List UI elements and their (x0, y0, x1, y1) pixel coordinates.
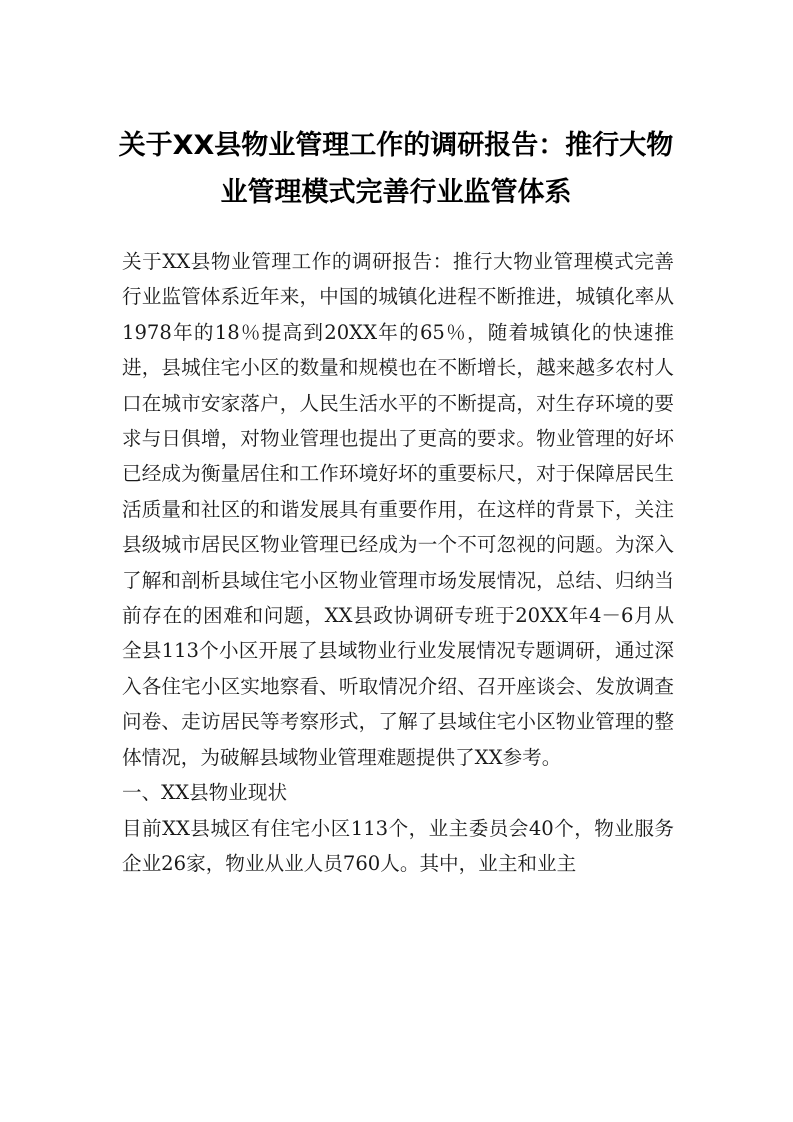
paragraph-current-status: 目前XX县城区有住宅小区113个，业主委员会40个，物业服务企业26家，物业从业人员760人。其中，业主和业主 (122, 816, 674, 875)
document-title: 关于XX县物业管理工作的调研报告：推行大物业管理模式完善行业监管体系 (118, 130, 674, 208)
paragraph-intro: 关于XX县物业管理工作的调研报告：推行大物业管理模式完善行业监管体系近年来，中国的城镇化进程不断推进，城镇化率从1978年的18％提高到20XX年的65％，随着城镇化的快速推进，县城住宅小区的数量和规模也在不断增长，越来越多农村人口在城市安家落户，人民生活水平的不断提高，对生存环境的要求与日俱增，对物业管理也提出了更高的要求。物业管理的好坏已经成为衡量居住和工作环境好坏的重要标尺，对于保障居民生活质量和社区的和谐发展具有重要作用，在这样的背景下，关注县级城市居民区物业管理已经成为一个不可忽视的问题。为深入了解和剖析县域住宅小区物业管理市场发展情况，总结、归纳当前存在的困难和问题，XX县政协调研专班于20XX年4－6月从全县113个小区开展了县域物业行业发展情况专题调研，通过深入各住宅小区实地察看、听取情况介绍、召开座谈会、发放调查问卷、走访居民等考察形式，了解了县域住宅小区物业管理的整体情况，为破解县域物业管理难题提供了XX参考。 (122, 250, 674, 769)
document-body (122, 244, 674, 881)
section-heading: 一、XX县物业现状 (122, 781, 288, 805)
